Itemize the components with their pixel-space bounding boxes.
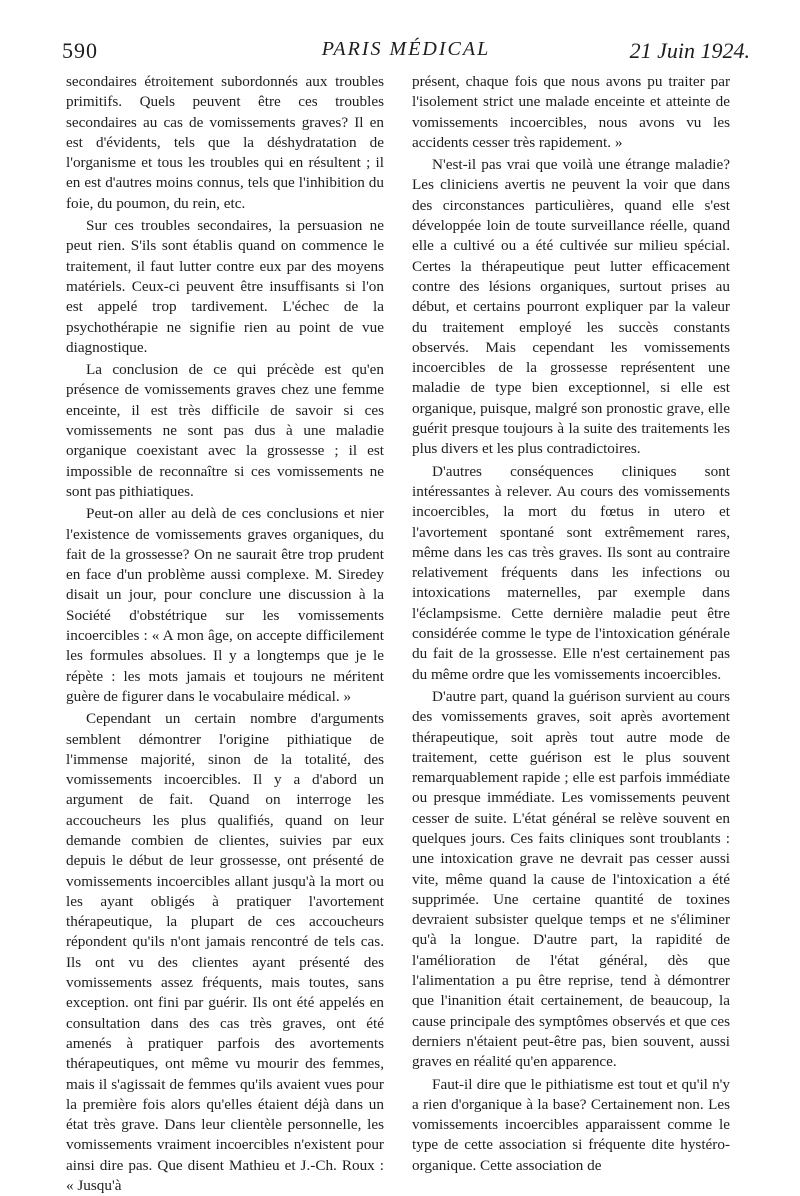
right-column xyxy=(412,72,730,1176)
page-number: 590 xyxy=(62,38,98,63)
paragraph: présent, chaque fois que nous avons pu traiter par l'isolement strict une malade enceinte et atteinte de vomissements incoercibles, nous avons vu les accidents cesser très rapidement. » xyxy=(412,73,730,151)
paragraph: Faut-il dire que le pithiatisme est tout et qu'il n'y a rien d'organique à la base? Certainement non. Les vomissements incoercibles apparaissent comme le type de cette association si fréquente dite hystéro-organique. Cette association de xyxy=(412,1075,730,1174)
issue-date: 21 Juin 1924. xyxy=(629,38,750,63)
paragraph: Peut-on aller au delà de ces conclusions et nier l'existence de vomissements graves organiques, du fait de la grossesse? On ne saurait être trop prudent en face d'un problème aussi complexe. M. Siredey disait un jour, pour conclure une discussion à la Société d'obstétrique sur les vomissements incoercibles : « A mon âge, on accepte difficilement les formules absolues. Il y a longtemps que je le répète : les mots jamais et toujours ne méritent guère de figurer dans le vocabulaire médical. » xyxy=(66,505,384,705)
paragraph: N'est-il pas vrai que voilà une étrange maladie? Les cliniciens avertis ne peuvent la voir que dans des circonstances particulières, quand elle s'est développée loin de toute surveillance réelle, quand elle a cultivé ou a été cultivée sur milieu spécial. Certes la thérapeutique peut lutter efficacement contre des lésions organiques, surtout prises au début, et certains pourront expliquer par la valeur du traitement employé les succès constants observés. Mais cependant les vomissements incoercibles de la grossesse représentent une maladie de type bien exceptionnel, si elle est organique, puisque, malgré son pronostic grave, elle guérit presque toujours à la suite des traitements les plus divers et les plus contradictoires. xyxy=(412,156,730,458)
paragraph: La conclusion de ce qui précède est qu'en présence de vomissements graves chez une femme enceinte, il est très difficile de savoir si ces vomissements ne sont pas dus à une maladie organique coexistant avec la grossesse ; il est impossible de reconnaître si ces vomissements ne sont pas pithiatiques. xyxy=(66,361,384,500)
paragraph: D'autres conséquences cliniques sont intéressantes à relever. Au cours des vomissements incoercibles, la mort du fœtus in utero et l'avortement spontané sont extrêmement rares, même dans les cas très graves. Ils sont au contraire relativement fréquents dans les infections ou intoxications maternelles, par exemple dans l'éclampsisme. Cette dernière maladie peut être considérée comme le type de l'intoxication générale du fait de la grossesse. Elle n'est certainement pas du même ordre que les vomissements incoercibles. xyxy=(412,462,730,683)
running-header xyxy=(62,38,750,70)
left-column xyxy=(66,72,384,1196)
paragraph: D'autre part, quand la guérison survient au cours des vomissements graves, soit après avortement thérapeutique, soit après tout autre mode de traitement, cette guérison est le plus souvent remarquablement rapide ; elle est parfois immédiate ou presque immédiate. Les vomissements peuvent cesser de suite. L'état général se relève souvent en quelques jours. Ces faits cliniques sont troublants : une intoxication grave ne devrait pas cesser aussi vite, même quand la cause de l'intoxication a été supprimée. Une certaine quantité de toxines devraient subsister quelque temps et ne s'éliminer qu'à la longue. D'autre part, la rapidité de l'amélioration de l'état général, dès que l'alimentation a pu être reprise, tend à démontrer que l'inanition était certainement, de beaucoup, la cause principale des symptômes observés et que ces derniers n'étaient peut-être pas, bien souvent, aussi graves en réalité qu'en apparence. xyxy=(412,687,730,1071)
paragraph: Cependant un certain nombre d'arguments semblent démontrer l'origine pithiatique de l'immense majorité, sinon de la totalité, des vomissements incoercibles. Il y a d'abord un argument de fait. Quand on interroge les accoucheurs les plus qualifiés, quand on leur demande combien de clientes, suivies par eux depuis le début de leur grossesse, ont présenté de vomissements incoercibles allant jusqu'à la mort ou les ayant obligés à pratiquer l'avortement thérapeutique, la plupart de ces accoucheurs répondent qu'ils n'ont jamais rencontré de tels cas. Ils ont vu des clientes ayant présenté des vomissements assez fréquents, mais toutes, sans exception. ont fini par guérir. Ils ont été appelés en consultation dans des cas très graves, ont été amenés à pratiquer parfois des avortements thérapeutiques, ont même vu mourir des femmes, mais il s'agissait de femmes qu'ils avaient vues pour la première fois alors qu'elles étaient déjà dans un état très grave. Dans leur clientèle personnelle, les vomissements vraiment incoercibles n'existent pour ainsi dire pas. Que disent Mathieu et J.-Ch. Roux : « Jusqu'à xyxy=(66,710,384,1195)
journal-title: PARIS MÉDICAL xyxy=(321,38,491,60)
paragraph: Sur ces troubles secondaires, la persuasion ne peut rien. S'ils sont établis quand on commence le traitement, il faut lutter contre eux par des moyens matériels. Ceux-ci peuvent être insuffisants si l'on est appelé trop tardivement. L'échec de la psychothérapie ne signifie rien au point de vue diagnostique. xyxy=(66,217,384,356)
paragraph: secondaires étroitement subordonnés aux troubles primitifs. Quels peuvent être ces troubles secondaires au cas de vomissements graves? Il en est d'évidents, tels que la déshydratation de l'organisme et tous les troubles qui en résultent ; il en est d'autres moins connus, tels que l'inhibition du foie, du poumon, du rein, etc. xyxy=(66,73,384,212)
